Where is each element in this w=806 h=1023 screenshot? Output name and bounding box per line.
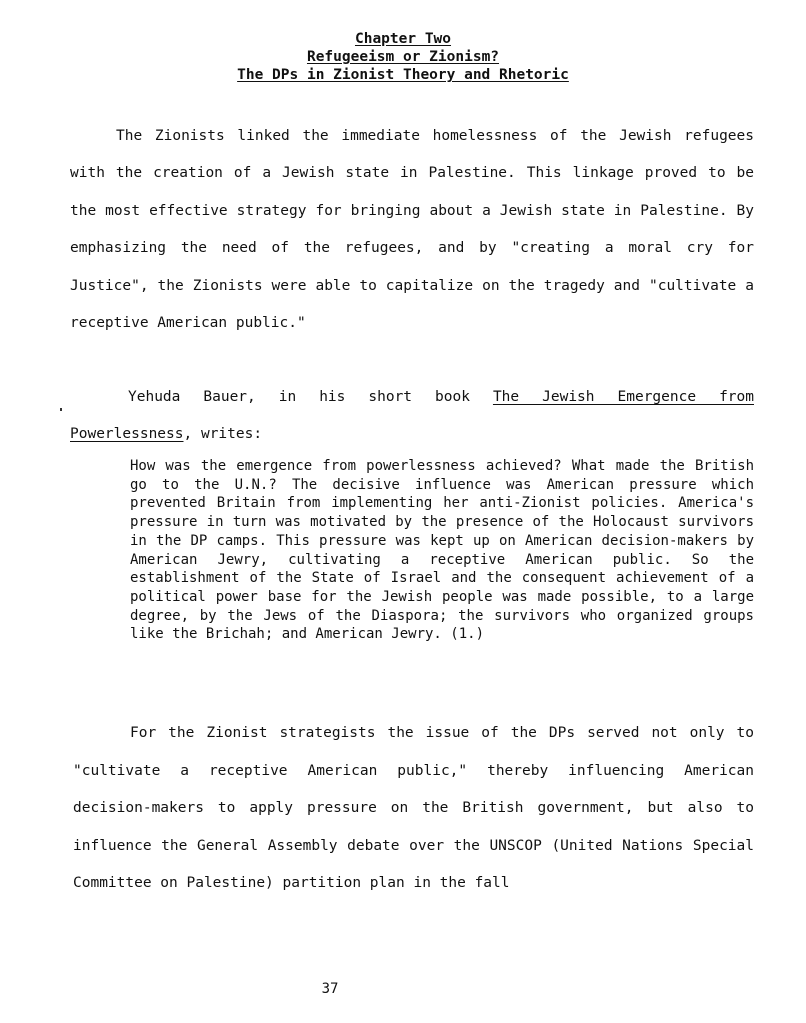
book-title: The Jewish Emergence from Powerlessness [70, 389, 754, 443]
chapter-number: Chapter Two [354, 31, 452, 47]
page-number: 37 [321, 981, 339, 997]
body-paragraph-2 [70, 379, 754, 454]
body-paragraph-1: The Zionists linked the immediate homelessness of the Jewish refugees with the creation of a Jewish state in Palestine. This linkage proved to be the most effective strategy for bringing about a Jewish state in Palestine. By emphasizing the need of the refugees, and by "creating a moral cry for Justice", the Zionists were able to capitalize on the tragedy and "cultivate a receptive American public." [70, 128, 754, 332]
body-paragraph-3: For the Zionist strategists the issue of the DPs served not only to "cultivate a receptive American public," thereby influencing American decision-makers to apply pressure on the British government, but also to influence the General Assembly debate over the UNSCOP (United Nations Special Committee on Palestine) partition plan in the fall [73, 725, 754, 891]
chapter-subtitle: The DPs in Zionist Theory and Rhetoric [237, 67, 569, 83]
paragraph-2-intro: Yehuda Bauer, in his short book [128, 389, 493, 405]
block-quote: How was the emergence from powerlessness achieved? What made the British go to the U.N.? The decisive influence was American pressure which prevented Britain from implementing her anti-Zionist policies. America's pressure in turn was motivated by the presence of the Holocaust survivors in the DP camps. This pressure was kept up on American decision-makers by American Jewry, cultivating a receptive American public. So the establishment of the State of Israel and the consequent achievement of a political power base for the Jewish people was made possible, to a large degree, by the Jews of the Diaspora; the survivors who organized groups like the Brichah; and American Jewry. (1.) [130, 458, 754, 643]
paragraph-2-outro: , writes: [183, 426, 263, 443]
chapter-heading [0, 30, 806, 84]
chapter-title: Refugeeism or Zionism? [306, 49, 500, 65]
stray-ink-mark [60, 408, 62, 411]
